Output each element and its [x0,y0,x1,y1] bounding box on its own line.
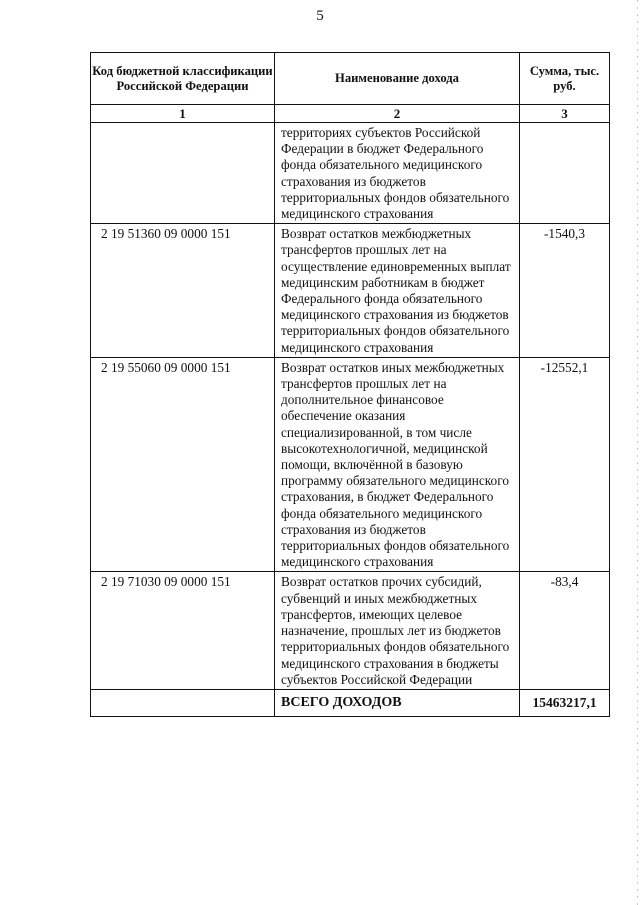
column-number: 3 [520,105,610,123]
row-name: территориях субъектов Российской Федерации в бюджет Федерального фонда обязательного медицинского страхования из бюджетов территориальных фондов обязательного медицинского страхования [275,123,520,224]
row-name: Возврат остатков иных межбюджетных трансфертов прошлых лет на дополнительное финансовое обеспечение оказания специализированной, в том числе высокотехнологичной, медицинской помощи, включённой в базовую программу обязательного медицинского страхования, в бюджет Федерального фонда обязательного медицинского страхования из бюджетов территориальных фондов обязательного медицинского страхования [275,357,520,572]
header-sum: Сумма, тыс. руб. [520,53,610,105]
table-row [91,572,610,689]
table-row [91,123,610,224]
header-code: Код бюджетной классификации Российской Федерации [91,53,275,105]
page-number: 5 [316,8,324,24]
table-row [91,357,610,572]
row-name: Возврат остатков межбюджетных трансфертов прошлых лет на осуществление единовременных выплат медицинским работникам в бюджет Федерального фонда обязательного медицинского страхования из бюджетов территориальных фондов обязательного медицинского страхования [275,224,520,358]
total-sum: 15463217,1 [520,689,610,716]
row-sum: -83,4 [520,572,610,689]
column-number-row [91,105,610,123]
column-number: 1 [91,105,275,123]
row-name: Возврат остатков прочих субсидий, субвенций и иных межбюджетных трансфертов, имеющих целевое назначение, прошлых лет из бюджетов территориальных фондов обязательного медицинского страхования в бюджеты субъектов Российской Федерации [275,572,520,689]
total-label: ВСЕГО ДОХОДОВ [275,689,520,716]
revenue-table [90,52,610,717]
row-code: 2 19 51360 09 0000 151 [91,224,275,358]
total-row [91,689,610,716]
row-code [91,123,275,224]
total-code-empty [91,689,275,716]
table-row [91,224,610,358]
row-sum: -12552,1 [520,357,610,572]
row-code: 2 19 55060 09 0000 151 [91,357,275,572]
row-sum [520,123,610,224]
table-header-row [91,53,610,105]
scan-edge-dots [637,0,638,905]
column-number: 2 [275,105,520,123]
row-code: 2 19 71030 09 0000 151 [91,572,275,689]
header-name: Наименование дохода [275,53,520,105]
row-sum: -1540,3 [520,224,610,358]
